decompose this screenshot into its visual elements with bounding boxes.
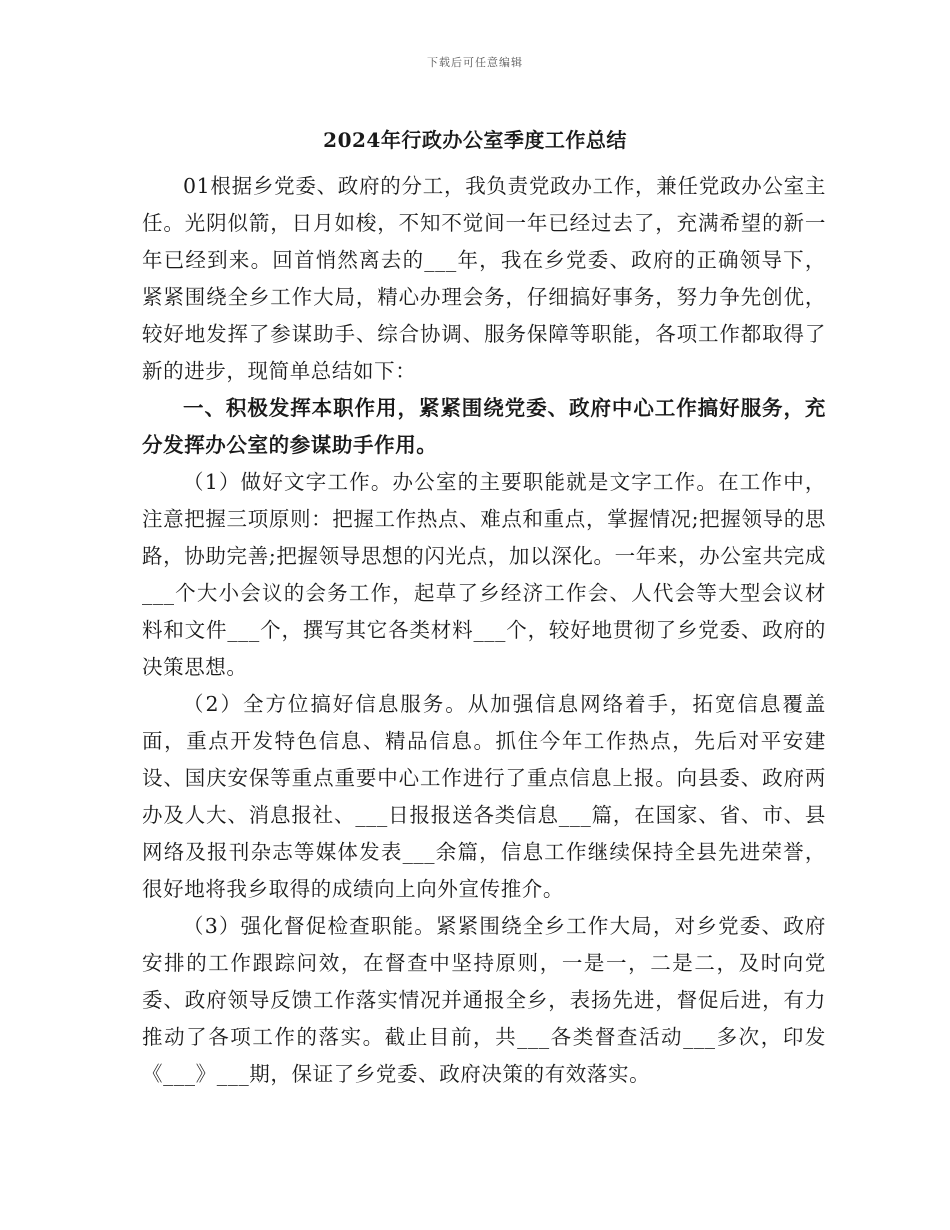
item-2-paragraph: （2）全方位搞好信息服务。从加强信息网络着手，拓宽信息覆盖面，重点开发特色信息、精品信息。抓住今年工作热点，先后对平安建设、国庆安保等重点重要中心工作进行了重点信息上报。向县委、政府两办及人大、消息报社、___日报报送各类信息___篇，在国家、省、市、县网络及报刊杂志等媒体发表___余篇，信息工作继续保持全县先进荣誉，很好地将我乡取得的成绩向上向外宣传推介。 <box>142 692 826 901</box>
section-1-heading: 一、积极发挥本职作用，紧紧围绕党委、政府中心工作搞好服务，充分发挥办公室的参谋助手作用。 <box>142 396 826 457</box>
intro-paragraph: 01根据乡党委、政府的分工，我负责党政办工作，兼任党政办公室主任。光阴似箭，日月如梭，不知不觉间一年已经过去了，充满希望的新一年已经到来。回首悄然离去的___年，我在乡党委、政府的正确领导下，紧紧围绕全乡工作大局，精心办理会务，仔细搞好事务，努力争先创优，较好地发挥了参谋助手、综合协调、服务保障等职能，各项工作都取得了新的进步，现简单总结如下： <box>142 174 826 383</box>
item-1-paragraph: （1）做好文字工作。办公室的主要职能就是文字工作。在工作中，注意把握三项原则：把握工作热点、难点和重点，掌握情况;把握领导的思路，协助完善;把握领导思想的闪光点，加以深化。一年来，办公室共完成___个大小会议的会务工作，起草了乡经济工作会、人代会等大型会议材料和文件___个，撰写其它各类材料___个，较好地贯彻了乡党委、政府的决策思想。 <box>142 470 826 679</box>
document-title: 2024年行政办公室季度工作总结 <box>323 128 627 152</box>
document-body <box>142 168 826 1093</box>
item-3-paragraph: （3）强化督促检查职能。紧紧围绕全乡工作大局，对乡党委、政府安排的工作跟踪问效，在督查中坚持原则，一是一，二是二，及时向党委、政府领导反馈工作落实情况并通报全乡，表扬先进，督促后进，有力推动了各项工作的落实。截止目前，共___各类督查活动___多次，印发《___》___期，保证了乡党委、政府决策的有效落实。 <box>142 914 826 1086</box>
header-note: 下载后可任意编辑 <box>427 56 523 69</box>
